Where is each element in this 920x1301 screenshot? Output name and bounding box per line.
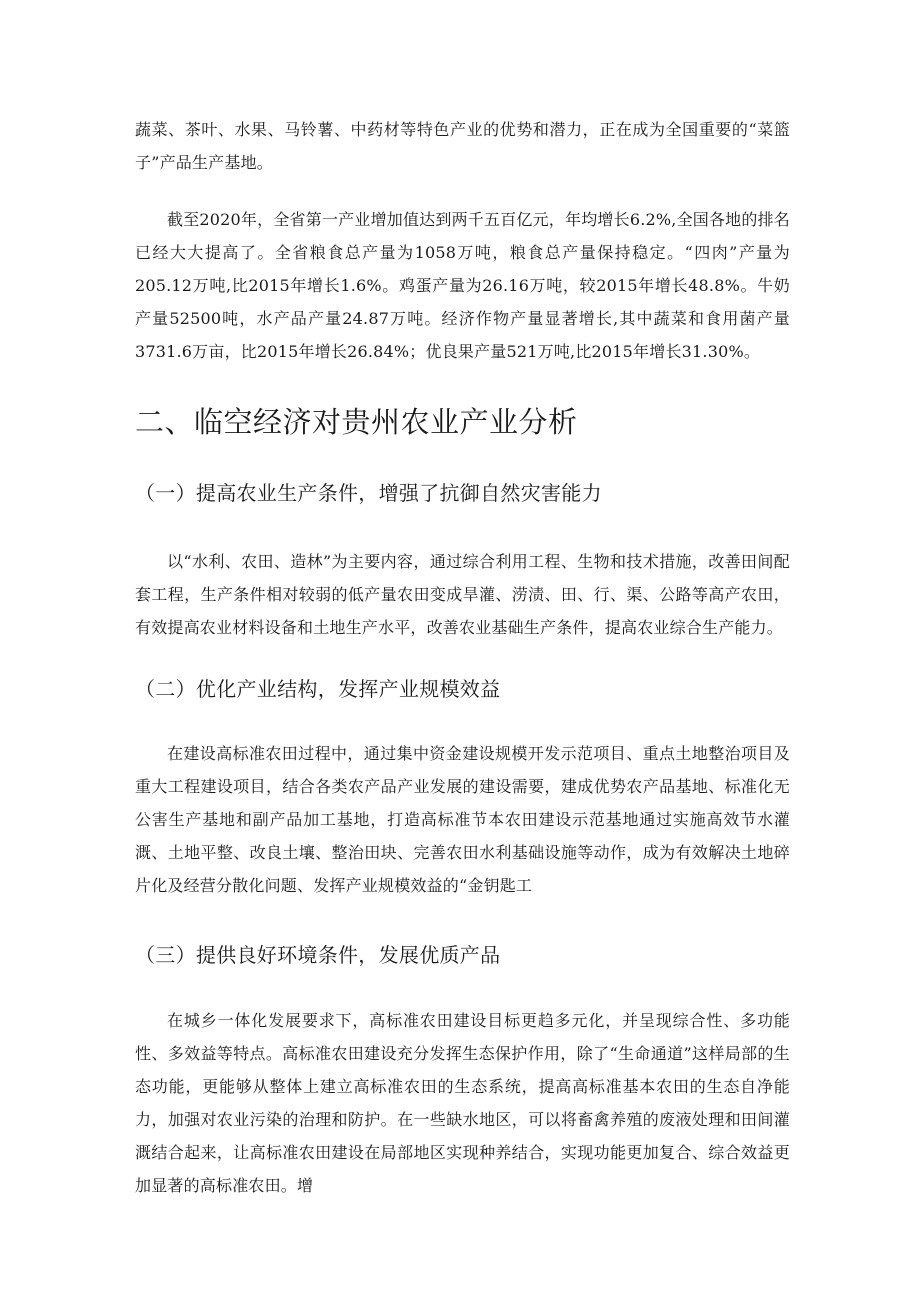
statistics-paragraph: 截至2020年，全省第一产业增加值达到两千五百亿元，年均增长6.2%,全国各地的排名已经大大提高了。全省粮食总产量为1058万吨，粮食总产量保持稳定。“四肉”产量为205.12万吨,比2015年增长1.6%。鸡蛋产量为26.16万吨，较2015年增长48.8%。牛奶产量52500吨，水产品产量24.87万吨。经济作物产量显著增长,其中蔬菜和食用菌产量3731.6万亩，比2015年增长26.84%；优良果产量521万吨,比2015年增长31.30%。 — [135, 210, 790, 361]
continuation-paragraph: 蔬菜、茶叶、水果、马铃薯、中药材等特色产业的优势和潜力，正在成为全国重要的“菜篮子”产品生产基地。 — [135, 120, 790, 172]
section-heading: 二、临空经济对贵州农业产业分析 — [135, 405, 578, 439]
subsection-heading-1: （一）提高农业生产条件，增强了抗御自然灾害能力 — [135, 481, 602, 505]
subsection-body-2: 在建设高标准农田过程中，通过集中资金建设规模开发示范项目、重点土地整治项目及重大工程建设项目，结合各类农产品产业发展的建设需要，建成优势农产品基地、标准化无公害生产基地和副产品加工基地，打造高标准节本农田建设示范基地通过实施高效节水灌溉、土地平整、改良土壤、整治田块、完善农田水利基础设施等动作，成为有效解决土地碎片化及经营分散化问题、发挥产业规模效益的“金钥匙工 — [135, 744, 790, 895]
subsection-body-3: 在城乡一体化发展要求下，高标准农田建设目标更趋多元化，并呈现综合性、多功能性、多效益等特点。高标准农田建设充分发挥生态保护作用，除了“生命通道”这样局部的生态功能，更能够从整体上建立高标准农田的生态系统，提高高标准基本农田的生态自净能力，加强对农业污染的治理和防护。在一些缺水地区，可以将畜禽养殖的废液处理和田间灌溉结合起来，让高标准农田建设在局部地区实现种养结合，实现功能更加复合、综合效益更加显著的高标准农田。增 — [135, 1011, 790, 1195]
subsection-heading-2: （二）优化产业结构，发挥产业规模效益 — [135, 677, 501, 701]
subsection-heading-3: （三）提供良好环境条件，发展优质产品 — [135, 943, 501, 967]
subsection-body-1: 以“水利、农田、造林”为主要内容，通过综合利用工程、生物和技术措施，改善田间配套工程，生产条件相对较弱的低产量农田变成旱灌、涝渍、田、行、渠、公路等高产农田，有效提高农业材料设备和土地生产水平，改善农业基础生产条件，提高农业综合生产能力。 — [135, 552, 790, 637]
